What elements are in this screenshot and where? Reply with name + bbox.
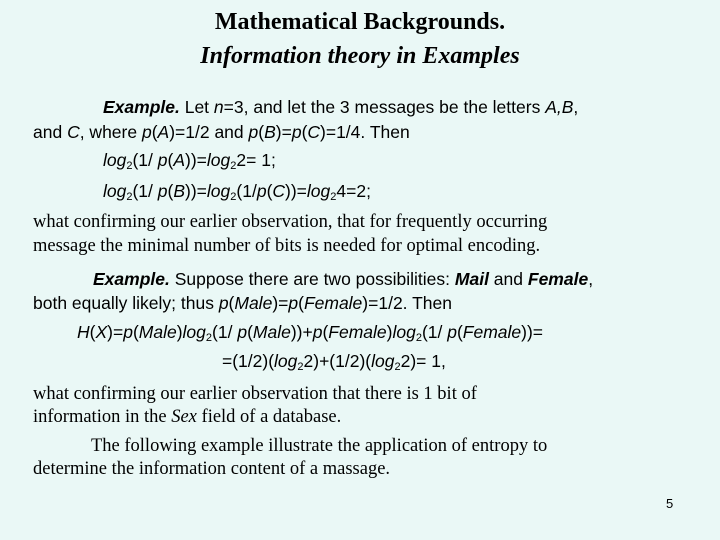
final-paragraph-line1: The following example illustrate the application of entropy to xyxy=(91,436,548,456)
example2-line1: Example. Suppose there are two possibilities: Mail and Female, xyxy=(93,269,594,289)
page-number: 5 xyxy=(666,496,674,511)
example1-label: Example. xyxy=(103,97,180,117)
slide-title: Mathematical Backgrounds. xyxy=(214,9,506,35)
example2-equation2: $=(1/2)(\log_22)+(1/2)(\log_22)= 1$, xyxy=(222,351,446,373)
example2-label: Example. xyxy=(93,269,170,289)
example2-line2: both equally likely; thus p(Male)=p(Female)=1/2. Then xyxy=(33,293,452,313)
example1-line2: and C, where p(A)=1/2 and p(B)=p(C)=1/4. Then xyxy=(33,122,410,142)
example1-conclusion-line2: message the minimal number of bits is needed for optimal encoding. xyxy=(33,236,541,256)
final-paragraph-line2: determine the information content of a massage. xyxy=(33,459,391,479)
example1-line1: Example. Let n=3, and let the 3 messages be the letters A,B, xyxy=(103,97,579,117)
example1-equation2: $\log_2(1/$ $p(B))=\log_2(1/p(C))=\log_24=2$; xyxy=(103,181,371,203)
example1-conclusion-line1: what confirming our earlier observation, that for frequently occurring xyxy=(33,212,548,232)
example2-equation1: $H(X)=p(Male)\log_2(1/$ $p(Male))+p(Female)\log_2(1/$ p(Female))= xyxy=(77,322,544,344)
example2-conclusion-line1: what confirming our earlier observation that there is 1 bit of xyxy=(33,384,477,404)
example1-equation1: $\log_2(1/$ $p(A))=\log_22= 1$; xyxy=(103,150,276,172)
example2-conclusion-line2: information in the Sex field of a database. xyxy=(33,407,342,427)
slide-subtitle: Information theory in Examples xyxy=(200,43,520,69)
